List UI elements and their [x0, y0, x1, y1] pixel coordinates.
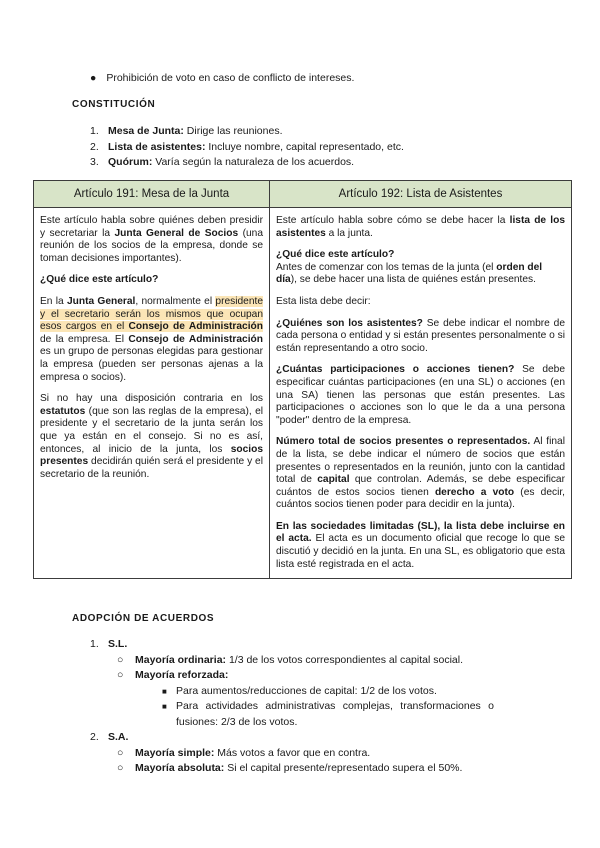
- list-item-sa: 2. S.A.: [90, 731, 129, 743]
- paragraph: ¿Cuántas participaciones o acciones tienen? Se debe especificar cuántas participaciones (en una SL) o acciones (en una SA) tienen las personas que están presentes. Las participaciones o acciones son lo que le da a una persona "poder" dentro de la empresa.: [276, 364, 565, 426]
- article-192-header: Artículo 192: Lista de Asistentes: [270, 181, 572, 208]
- list-item: ○ Mayoría simple: Más votos a favor que en contra.: [117, 746, 371, 759]
- article-191-header: Artículo 191: Mesa de la Junta: [34, 181, 270, 208]
- top-bullet-item: [90, 71, 354, 85]
- adopcion-heading: ADOPCIÓN DE ACUERDOS: [72, 613, 215, 624]
- list-item: ○ Mayoría reforzada:: [117, 669, 229, 681]
- paragraph: En la Junta General, normalmente el presidente y el secretario serán los mismos que ocupan esos cargos en el Consejo de Administración de la empresa. El Consejo de Administración es un grupo de personas elegidas para gestionar la empresa (pueden ser personas ajenas a la empresa o socios).: [40, 295, 263, 383]
- highlighted-text: presidente y el secretario serán los mismos que ocupan esos cargos en el Consejo de Administración: [40, 295, 263, 333]
- list-item: ○ Mayoría ordinaria: 1/3 de los votos correspondientes al capital social.: [117, 653, 463, 666]
- list-item: 2. Lista de asistentes: Incluye nombre, capital representado, etc.: [90, 140, 404, 153]
- adopcion-list: [90, 637, 494, 777]
- list-item: ■ Para actividades administrativas complejas, transformaciones o fusiones: 2/3 de los votos.: [162, 700, 494, 728]
- bullet-text: Prohibición de voto en caso de conflicto de intereses.: [106, 72, 355, 84]
- articles-table: [33, 180, 572, 579]
- list-item-sl: 1. S.L.: [90, 638, 128, 650]
- paragraph: ¿Qué dice este artículo? Antes de comenzar con los temas de la junta (el orden del día), se debe hacer una lista de quiénes están presentes.: [276, 249, 543, 286]
- paragraph: En las sociedades limitadas (SL), la lista debe incluirse en el acta. El acta es un documento oficial que recoge lo que se discutió y decidió en la junta. En una SL, es obligatorio que esta lista esté registrada en el acta.: [276, 520, 565, 570]
- list-item: ○ Mayoría absoluta: Si el capital presente/representado supera el 50%.: [117, 762, 463, 774]
- constitucion-heading: CONSTITUCIÓN: [72, 99, 156, 110]
- list-item: 3. Quórum: Varía según la naturaleza de los acuerdos.: [90, 156, 355, 168]
- paragraph: Este artículo habla sobre quiénes deben presidir y secretariar la Junta General de Socios (una reunión de los socios de la empresa, donde se toman decisiones importantes).: [40, 215, 263, 264]
- list-item: 1. Mesa de Junta: Dirige las reuniones.: [90, 125, 283, 137]
- paragraph: Número total de socios presentes o representados. Al final de la lista, se debe indicar el número de socios que están presentes o representados en la reunión, junto con la cantidad total de capital que controlan. Además, se debe especificar cuántos de estos socios tienen derecho a voto (es decir, cuántos socios tienen poder para decidir en la junta).: [276, 436, 565, 511]
- paragraph-question: ¿Qué dice este artículo?: [40, 274, 159, 286]
- paragraph: Este artículo habla sobre cómo se debe hacer la lista de los asistentes a la junta.: [276, 215, 565, 239]
- constitucion-list: [90, 124, 404, 171]
- paragraph: Esta lista debe decir:: [276, 295, 371, 307]
- article-191-body: [34, 208, 270, 579]
- paragraph: ¿Quiénes son los asistentes? Se debe indicar el nombre de cada persona o entidad y si están presentes personalmente o si están representando a otro socio.: [276, 317, 565, 354]
- list-item: ■ Para aumentos/reducciones de capital: 1/2 de los votos.: [162, 684, 437, 697]
- bullet-marker: ●: [90, 72, 97, 84]
- article-192-body: [270, 208, 572, 579]
- paragraph: Si no hay una disposición contraria en los estatutos (que son las reglas de la empresa), el presidente y el secretario de la junta serán los que ya están en el consejo. Si no es así, entonces, al inicio de la junta, los socios presentes decidirán quién será el presidente y el secretario de la reunión.: [40, 393, 263, 480]
